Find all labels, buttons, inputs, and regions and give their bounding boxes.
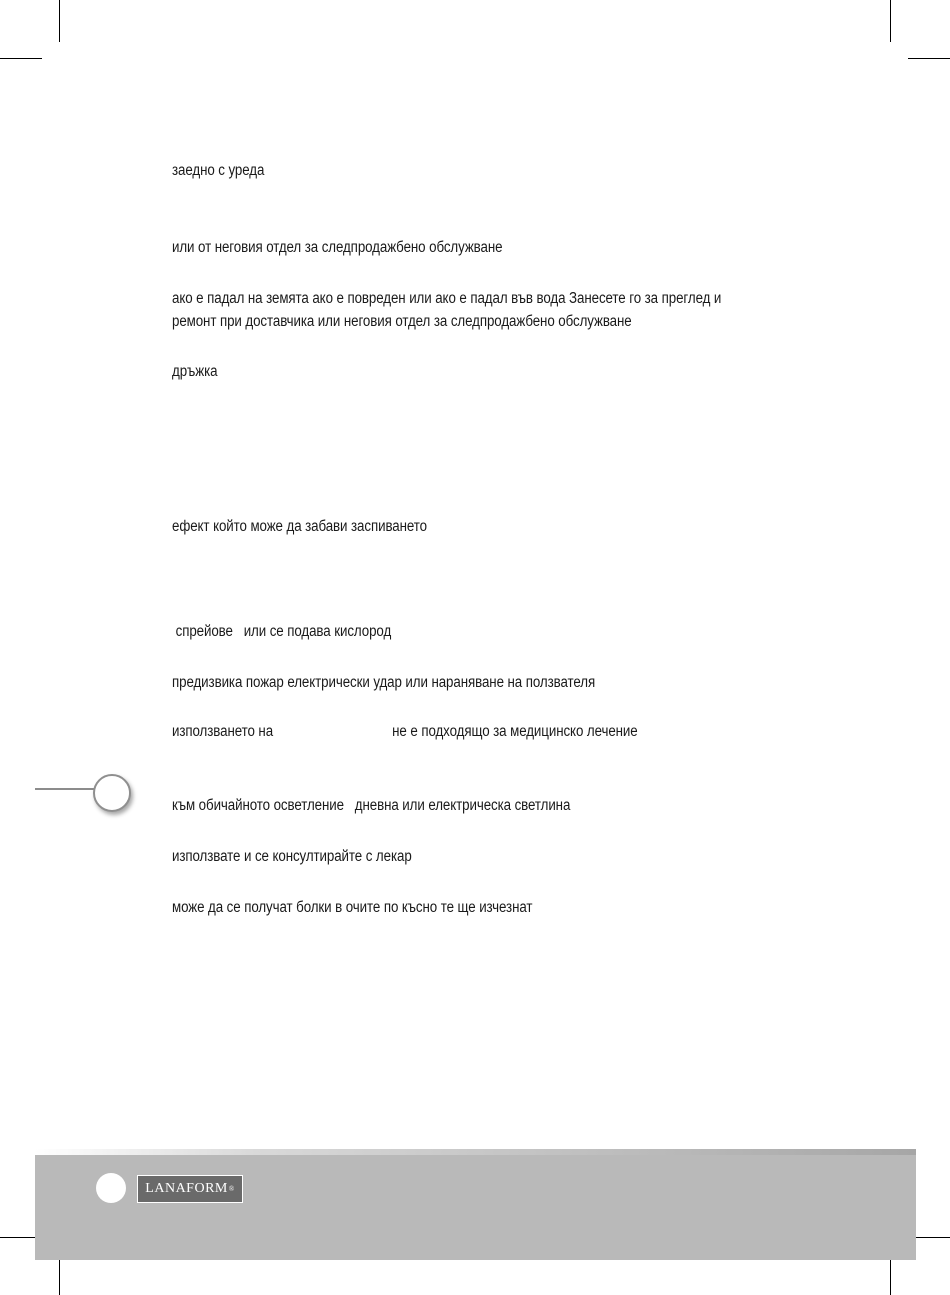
page-number-circle bbox=[96, 1173, 126, 1203]
crop-mark bbox=[59, 1255, 60, 1295]
text-line: използвате и се консултирайте с лекар bbox=[172, 848, 412, 865]
text-line: спрейове или се подава кислород bbox=[172, 623, 392, 640]
footer-gradient-rule bbox=[35, 1149, 916, 1155]
brand-name: LANAFORM bbox=[145, 1181, 228, 1196]
text-line: предизвика пожар електрически удар или нараняване на ползвателя bbox=[172, 674, 596, 691]
crop-mark bbox=[890, 1255, 891, 1295]
text-segment: използването на bbox=[172, 723, 274, 740]
text-line: ремонт при доставчика или неговия отдел за следпродажбено обслужване bbox=[172, 313, 632, 330]
text-line: ако е падал на земята ако е повреден или ако е падал във вода Занесете го за преглед и bbox=[172, 290, 722, 307]
text-line: или от неговия отдел за следпродажбено обслужване bbox=[172, 239, 503, 256]
crop-mark bbox=[890, 0, 891, 42]
brand-logo bbox=[137, 1175, 243, 1203]
text-line: заедно с уреда bbox=[172, 162, 265, 179]
text-segment: не е подходящо за медицинско лечение bbox=[392, 723, 638, 740]
text-line: може да се получат болки в очите по късно те ще изчезнат bbox=[172, 899, 533, 916]
crop-mark bbox=[908, 58, 950, 59]
brand-registered-mark: ® bbox=[228, 1185, 235, 1193]
text-line: дръжка bbox=[172, 363, 218, 380]
section-tab-circle bbox=[93, 774, 131, 812]
crop-mark bbox=[59, 0, 60, 42]
page-footer bbox=[35, 1149, 916, 1260]
text-line: към обичайното осветление дневна или електрическа светлина bbox=[172, 797, 571, 814]
section-tab-line bbox=[35, 788, 97, 790]
crop-mark bbox=[0, 58, 42, 59]
text-line: ефект който може да забави заспиването bbox=[172, 518, 427, 535]
